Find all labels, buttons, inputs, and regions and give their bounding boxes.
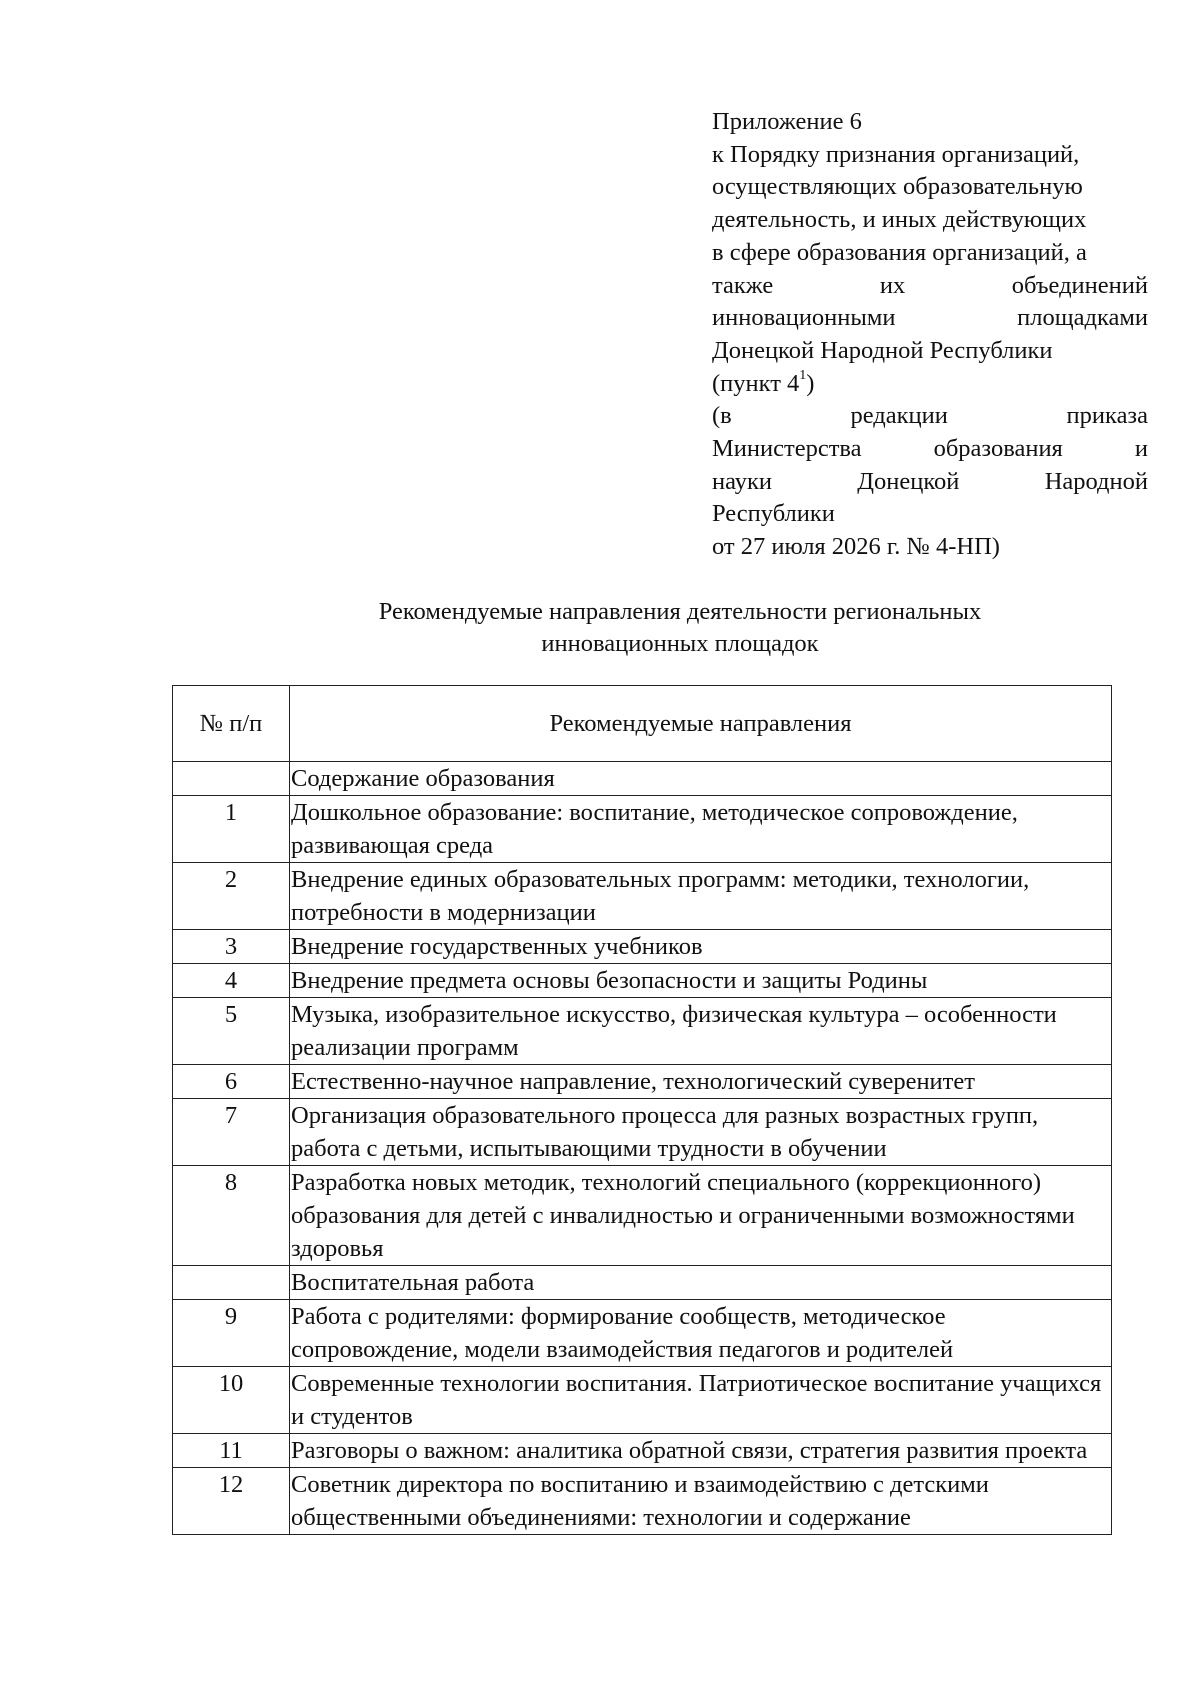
table-row [173,1468,1112,1535]
table-row [173,1166,1112,1266]
table-header-row [173,686,1112,762]
row-text: Работа с родителями: формирование сообществ, методическое сопровождение, модели взаимодействия педагогов и родителей [290,1300,1112,1367]
row-num [173,762,290,796]
table-row [173,762,1112,796]
document-title [250,596,1110,660]
row-text: Музыка, изобразительное искусство, физическая культура – особенности реализации программ [290,998,1112,1065]
appendix-edition-line: науки Донецкой Народной [712,467,1148,495]
row-num: 7 [173,1099,290,1166]
row-num: 3 [173,930,290,964]
row-text: Содержание образования [290,762,1112,796]
row-text: Современные технологии воспитания. Патриотическое воспитание учащихся и студентов [290,1367,1112,1434]
row-num: 1 [173,796,290,863]
row-text: Организация образовательного процесса для разных возрастных групп, работа с детьми, испытывающими трудности в обучении [290,1099,1112,1166]
appendix-clause-close: ) [806,369,815,397]
appendix-edition-line: Министерства образования и [712,435,1148,463]
header-direction: Рекомендуемые направления [290,686,1112,762]
table-row [173,1266,1112,1300]
appendix-edition-line: Республики [712,500,835,528]
row-num: 5 [173,998,290,1065]
title-line: Рекомендуемые направления деятельности региональных [378,598,982,625]
row-text: Внедрение предмета основы безопасности и защиты Родины [290,964,1112,998]
row-num: 4 [173,964,290,998]
appendix-number: Приложение 6 [712,108,862,135]
row-num: 10 [173,1367,290,1434]
row-text: Разработка новых методик, технологий специального (коррекционного) образования для детей с инвалидностью и ограниченными возможностями здоровья [290,1166,1112,1266]
row-text: Воспитательная работа [290,1266,1112,1300]
table-row [173,1434,1112,1468]
row-text: Советник директора по воспитанию и взаимодействию с детскими общественными объединениями: технологии и содержание [290,1468,1112,1535]
appendix-edition-line: (в редакции приказа [712,402,1148,430]
row-num: 2 [173,863,290,930]
row-text: Внедрение государственных учебников [290,930,1112,964]
appendix-ref-line: осуществляющих образовательную [712,173,1083,201]
appendix-edition-date: от 27 июля 2026 г. № 4-НП) [712,533,1000,561]
appendix-clause-text: (пункт 4 [712,369,800,397]
appendix-ref-line: в сфере образования организаций, а [712,238,1087,266]
row-num: 9 [173,1300,290,1367]
appendix-ref-line: деятельность, и иных действующих [712,206,1087,234]
appendix-ref-line: также их объединений [712,271,1148,299]
row-text: Внедрение единых образовательных программ: методики, технологии, потребности в модернизации [290,863,1112,930]
row-num [173,1266,290,1300]
row-num: 11 [173,1434,290,1468]
row-num: 12 [173,1468,290,1535]
directions-table [172,685,1112,1535]
table-row [173,964,1112,998]
row-text: Дошкольное образование: воспитание, методическое сопровождение, развивающая среда [290,796,1112,863]
table-row [173,998,1112,1065]
table-row [173,930,1112,964]
appendix-clause-sup: 1 [799,368,807,384]
row-num: 8 [173,1166,290,1266]
appendix-ref-line: к Порядку признания организаций, [712,140,1080,168]
title-line: инновационных площадок [541,630,819,657]
table-row [173,1099,1112,1166]
table-row [173,1065,1112,1099]
header-num: № п/п [173,686,290,762]
appendix-ref-line: инновационными площадками [712,304,1148,332]
table-row [173,863,1112,930]
row-text: Разговоры о важном: аналитика обратной связи, стратегия развития проекта [290,1434,1112,1468]
table-row [173,1300,1112,1367]
table-row [173,1367,1112,1434]
row-num: 6 [173,1065,290,1099]
appendix-block [712,106,1148,564]
table-row [173,796,1112,863]
appendix-ref-line: Донецкой Народной Республики [712,336,1053,364]
appendix-clause [712,368,1148,401]
row-text: Естественно-научное направление, технологический суверенитет [290,1065,1112,1099]
